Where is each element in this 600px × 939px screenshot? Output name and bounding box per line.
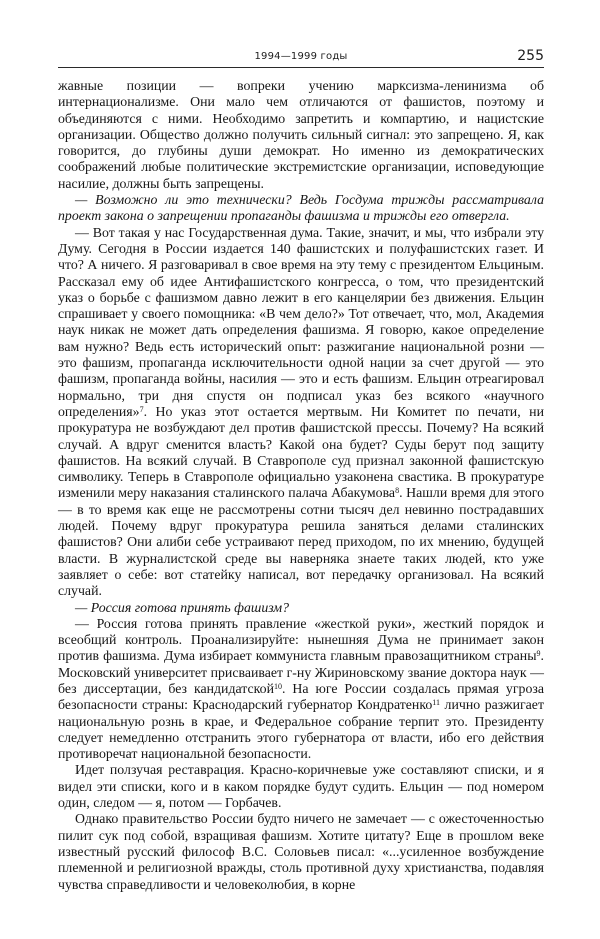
body-text <box>58 78 544 893</box>
answer-text: лично разжигает национальную рознь в крае, и Федеральное собрание терпит это. Президенту следует немедленно отстранить этого губернатора от власти, ибо его действия противоречат национальной безопасности. <box>58 697 545 762</box>
answer-text: . Нашли время для этого — в то время как еще не рассмотрены сотни тысяч дел невинно пострадавших людей. Почему вдруг прокуратура решила заняться делами сталинских фашистов? Они алиби себе устраивают перед приходом, по их мнению, будущей власти. В журналистской среде вы наверняка знаете таких людей, кто уже заявляет о себе: вот статейку написал, вот передачку организовал. На всякий случай. <box>58 485 545 599</box>
footnote-ref: 10 <box>274 681 283 691</box>
answer-paragraph <box>58 225 544 600</box>
footnote-ref: 9 <box>536 649 541 659</box>
running-title: 1994—1999 годы <box>254 51 348 62</box>
answer-text: . Но указ этот остается мертвым. Ни Комитет по печати, ни прокуратура не возбуждают дел против фашистской прессы. Почему? На всякий случай. А вдруг сменится власть? Какой она будет? Суды берут под защиту фашистов. На всякий случай. В Ставрополе суд признал законной фашистскую символику. Теперь в Ставрополе официально узаконена свастика. В прокуратуре изменили меру наказания сталинского палача Абакумова <box>58 403 544 501</box>
answer-paragraph <box>58 616 544 763</box>
paragraph-continuation: жавные позиции — вопреки учению марксизма-ленинизма об интернационализме. Они мало чем отличаются от фашистов, поэтому и объединяются с ними. Необходимо запретить и компартию, и нацистские организации. Общество должно получить сильный сигнал: это запрещено. Я, как говорится, до глубины души демократ. Но именно из демократических соображений любые политические экстремистские организации, исповедующие насилие, должны быть запрещены. <box>58 78 544 191</box>
running-header <box>58 48 544 67</box>
answer-text: — Вот такая у нас Государственная дума. Такие, значит, и мы, что избрали эту Думу. Сегодня в России издается 140 фашистских и полуфашистских газет. И что? А ничего. Я разговаривал в свое время на эту тему с президентом Ельциным. Рассказал ему об идее Антифашистского конгресса, о том, что президентский указ о борьбе с фашизмом давно лежит в его канцелярии без движения. Ельцин спрашивает у своего помощника: «В чем дело?» Тот отвечает, что, мол, Академия наук никак не может дать определения фашизма. Я говорю, какое определение вам нужно? Ведь есть исторический опыт: разжигание национальной розни — это фашизм, пропаганда исключительности одной нации за счет другой — это фашизм, пропаганда войны, насилия — это и есть фашизм. Ельцин отреагировал нормально, три дня спустя он подписал указ без всякого «научного определения» <box>58 224 544 419</box>
body-paragraph: Однако правительство России будто ничего не замечает — с ожесточенностью пилит сук под собой, взращивая фашизм. Хотите цитату? Еще в прошлом веке известный русский философ В.С. Соловьев писал: «...усиленное возбуждение племенной и религиозной вражды, столь противной духу христианства, подавляя чувства справедливости и человеколюбия, в корне <box>58 811 544 892</box>
body-paragraph: Идет ползучая реставрация. Красно-коричневые уже составляют списки, и я видел эти списки, кого и в каком порядке будут судить. Ельцин — под номером один, следом — я, потом — Горбачев. <box>58 762 544 811</box>
page-number: 255 <box>517 48 544 64</box>
footnote-ref: 7 <box>139 404 144 414</box>
footnote-ref: 11 <box>432 698 440 708</box>
header-rule <box>58 67 544 68</box>
footnote-ref: 8 <box>395 486 400 496</box>
answer-text: — Россия готова принять правление «жесткой руки», жесткий порядок и всеобщий контроль. Проанализируйте: нынешняя Дума не принимает закон против фашизма. Дума избирает коммуниста главным правозащитником страны <box>58 615 544 664</box>
answer-text: . Московский университет присваивает г-ну Жириновскому звание доктора наук — без диссертации, без кандидатской <box>58 648 544 696</box>
answer-text: . На юге России создалась прямая угроза безопасности страны: Краснодарский губернатор Кондратенко <box>58 680 544 713</box>
interviewer-question: — Возможно ли это технически? Ведь Госдума трижды рассматривала проект закона о запрещении пропаганды фашизма и трижды его отвергла. <box>58 192 544 224</box>
interviewer-question: — Россия готова принять фашизм? <box>75 599 290 615</box>
